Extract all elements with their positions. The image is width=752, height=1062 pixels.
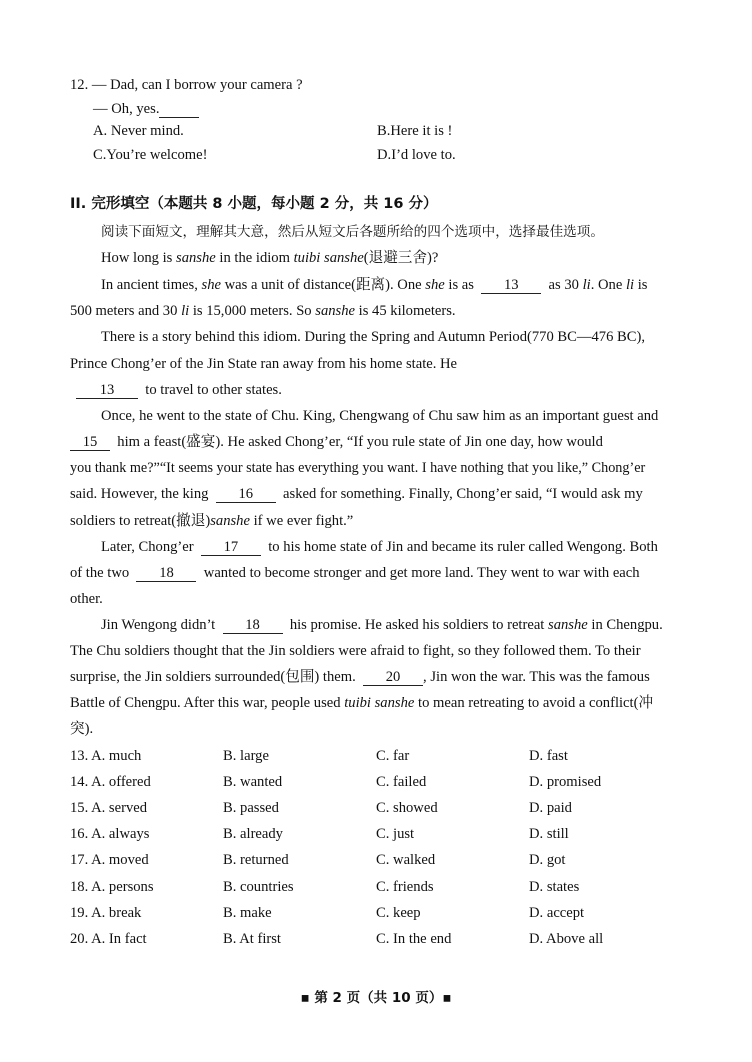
q18-option-b[interactable]: B. countries bbox=[223, 879, 294, 895]
passage-line-16: The Chu soldiers thought that the Jin soldiers were afraid to fight, so they followed them. To their bbox=[70, 643, 641, 659]
blank-15[interactable]: 15 bbox=[70, 434, 110, 451]
q16-option-b[interactable]: B. already bbox=[223, 826, 283, 842]
q12-stem: 12. — Dad, can I borrow your camera ? bbox=[70, 77, 303, 93]
passage-line-11: soldiers to retreat(撤退)sanshe if we ever fight.” bbox=[70, 513, 354, 529]
blank-13-a[interactable]: 13 bbox=[481, 277, 541, 294]
blank-16[interactable]: 16 bbox=[216, 486, 276, 503]
section-numeral: II. bbox=[70, 196, 87, 212]
passage-line-17: surprise, the Jin soldiers surrounded(包围) them. 20 , Jin won the war. This was the famous bbox=[70, 669, 650, 685]
q17-option-b[interactable]: B. returned bbox=[223, 852, 289, 868]
q19-row: 19. A. break bbox=[70, 905, 142, 921]
q15-option-a[interactable]: A. served bbox=[91, 800, 148, 816]
q13-option-c[interactable]: C. far bbox=[376, 748, 410, 764]
q18-row: 18. A. persons bbox=[70, 879, 154, 895]
q15-option-b[interactable]: B. passed bbox=[223, 800, 279, 816]
passage-line-8: 15 him a feast(盛宴). He asked Chong’er, “If you rule state of Jin one day, how would bbox=[70, 432, 603, 452]
q12-answer-blank[interactable] bbox=[159, 101, 199, 118]
q17-option-a[interactable]: A. moved bbox=[91, 852, 149, 868]
q19-option-a[interactable]: A. break bbox=[91, 905, 142, 921]
q18-option-a[interactable]: A. persons bbox=[91, 879, 154, 895]
q12-option-b[interactable]: B.Here it is ! bbox=[377, 123, 453, 139]
q18-option-d[interactable]: D. states bbox=[529, 879, 580, 895]
passage-line-14: other. bbox=[70, 591, 103, 607]
passage-line-18: Battle of Chengpu. After this war, people used tuibi sanshe to mean retreating to avoid a conflict(冲 bbox=[70, 695, 654, 711]
q12-reply bbox=[93, 99, 199, 119]
q15-row: 15. A. served bbox=[70, 800, 148, 816]
blank-17[interactable]: 17 bbox=[201, 539, 261, 556]
q20-option-c[interactable]: C. In the end bbox=[376, 931, 452, 947]
q15-option-d[interactable]: D. paid bbox=[529, 800, 572, 816]
q20-option-a[interactable]: A. In fact bbox=[91, 931, 147, 947]
blank-18-a[interactable]: 18 bbox=[136, 565, 196, 582]
passage-line-13: of the two 18 wanted to become stronger and get more land. They went to war with each bbox=[70, 565, 640, 581]
q20-row: 20. A. In fact bbox=[70, 931, 147, 947]
passage-line-10: said. However, the king 16 asked for something. Finally, Chong’er said, “I would ask my bbox=[70, 486, 643, 502]
passage-line-1: How long is sanshe in the idiom tuibi sanshe(退避三舍)? bbox=[101, 250, 439, 266]
section-title: 完形填空（本题共 8 小题，每小题 2 分，共 16 分） bbox=[91, 196, 438, 212]
q16-option-d[interactable]: D. still bbox=[529, 826, 569, 842]
q17-option-c[interactable]: C. walked bbox=[376, 852, 436, 868]
section-heading bbox=[70, 194, 438, 214]
q13-option-a[interactable]: A. much bbox=[91, 748, 142, 764]
q13-row: 13. A. much bbox=[70, 748, 142, 764]
blank-20[interactable]: 20 bbox=[363, 669, 423, 686]
q14-option-d[interactable]: D. promised bbox=[529, 774, 602, 790]
q13-option-d[interactable]: D. fast bbox=[529, 748, 568, 764]
q12-option-d[interactable]: D.I’d love to. bbox=[377, 147, 456, 163]
page-footer: ▪ 第 2 页（共 10 页）▪ bbox=[300, 990, 452, 1006]
q19-option-d[interactable]: D. accept bbox=[529, 905, 585, 921]
q12-reply-text: — Oh, yes. bbox=[93, 101, 160, 117]
passage-line-4: There is a story behind this idiom. During the Spring and Autumn Period(770 BC—476 BC), bbox=[101, 329, 645, 345]
passage-line-5: Prince Chong’er of the Jin State ran away from his home state. He bbox=[70, 356, 458, 372]
q19-option-c[interactable]: C. keep bbox=[376, 905, 421, 921]
q19-option-b[interactable]: B. make bbox=[223, 905, 272, 921]
q16-row: 16. A. always bbox=[70, 826, 150, 842]
q16-option-a[interactable]: A. always bbox=[91, 826, 150, 842]
q13-option-b[interactable]: B. large bbox=[223, 748, 269, 764]
q12-option-a[interactable]: A. Never mind. bbox=[93, 123, 184, 139]
passage-line-19: 突). bbox=[70, 721, 94, 737]
passage-line-9: you thank me?”“It seems your state has everything you want. I have nothing that you like,” Chong’er bbox=[70, 460, 646, 476]
passage-line-7: Once, he went to the state of Chu. King, Chengwang of Chu saw him as an important guest and bbox=[101, 408, 659, 424]
q16-option-c[interactable]: C. just bbox=[376, 826, 415, 842]
section-instructions: 阅读下面短文，理解其大意，然后从短文后各题所给的四个选项中，选择最佳选项。 bbox=[101, 224, 604, 240]
blank-18-b[interactable]: 18 bbox=[223, 617, 283, 634]
q14-row: 14. A. offered bbox=[70, 774, 151, 790]
q15-option-c[interactable]: C. showed bbox=[376, 800, 438, 816]
q17-row: 17. A. moved bbox=[70, 852, 149, 868]
q14-option-a[interactable]: A. offered bbox=[91, 774, 151, 790]
passage-line-3: 500 meters and 30 li is 15,000 meters. So sanshe is 45 kilometers. bbox=[70, 303, 456, 319]
blank-13-b[interactable]: 13 bbox=[76, 382, 138, 399]
q14-option-c[interactable]: C. failed bbox=[376, 774, 427, 790]
q18-option-c[interactable]: C. friends bbox=[376, 879, 434, 895]
passage-line-2: In ancient times, she was a unit of distance(距离). One she is as 13 as 30 li. One li is bbox=[101, 277, 648, 293]
passage-line-6: 13 to travel to other states. bbox=[76, 380, 282, 400]
passage-line-12: Later, Chong’er 17 to his home state of Jin and became its ruler called Wengong. Both bbox=[101, 539, 658, 555]
q20-option-b[interactable]: B. At first bbox=[223, 931, 281, 947]
q20-option-d[interactable]: D. Above all bbox=[529, 931, 604, 947]
q14-option-b[interactable]: B. wanted bbox=[223, 774, 283, 790]
q12-option-c[interactable]: C.You’re welcome! bbox=[93, 147, 208, 163]
passage-line-15: Jin Wengong didn’t 18 his promise. He asked his soldiers to retreat sanshe in Chengpu. bbox=[101, 617, 663, 633]
q17-option-d[interactable]: D. got bbox=[529, 852, 566, 868]
